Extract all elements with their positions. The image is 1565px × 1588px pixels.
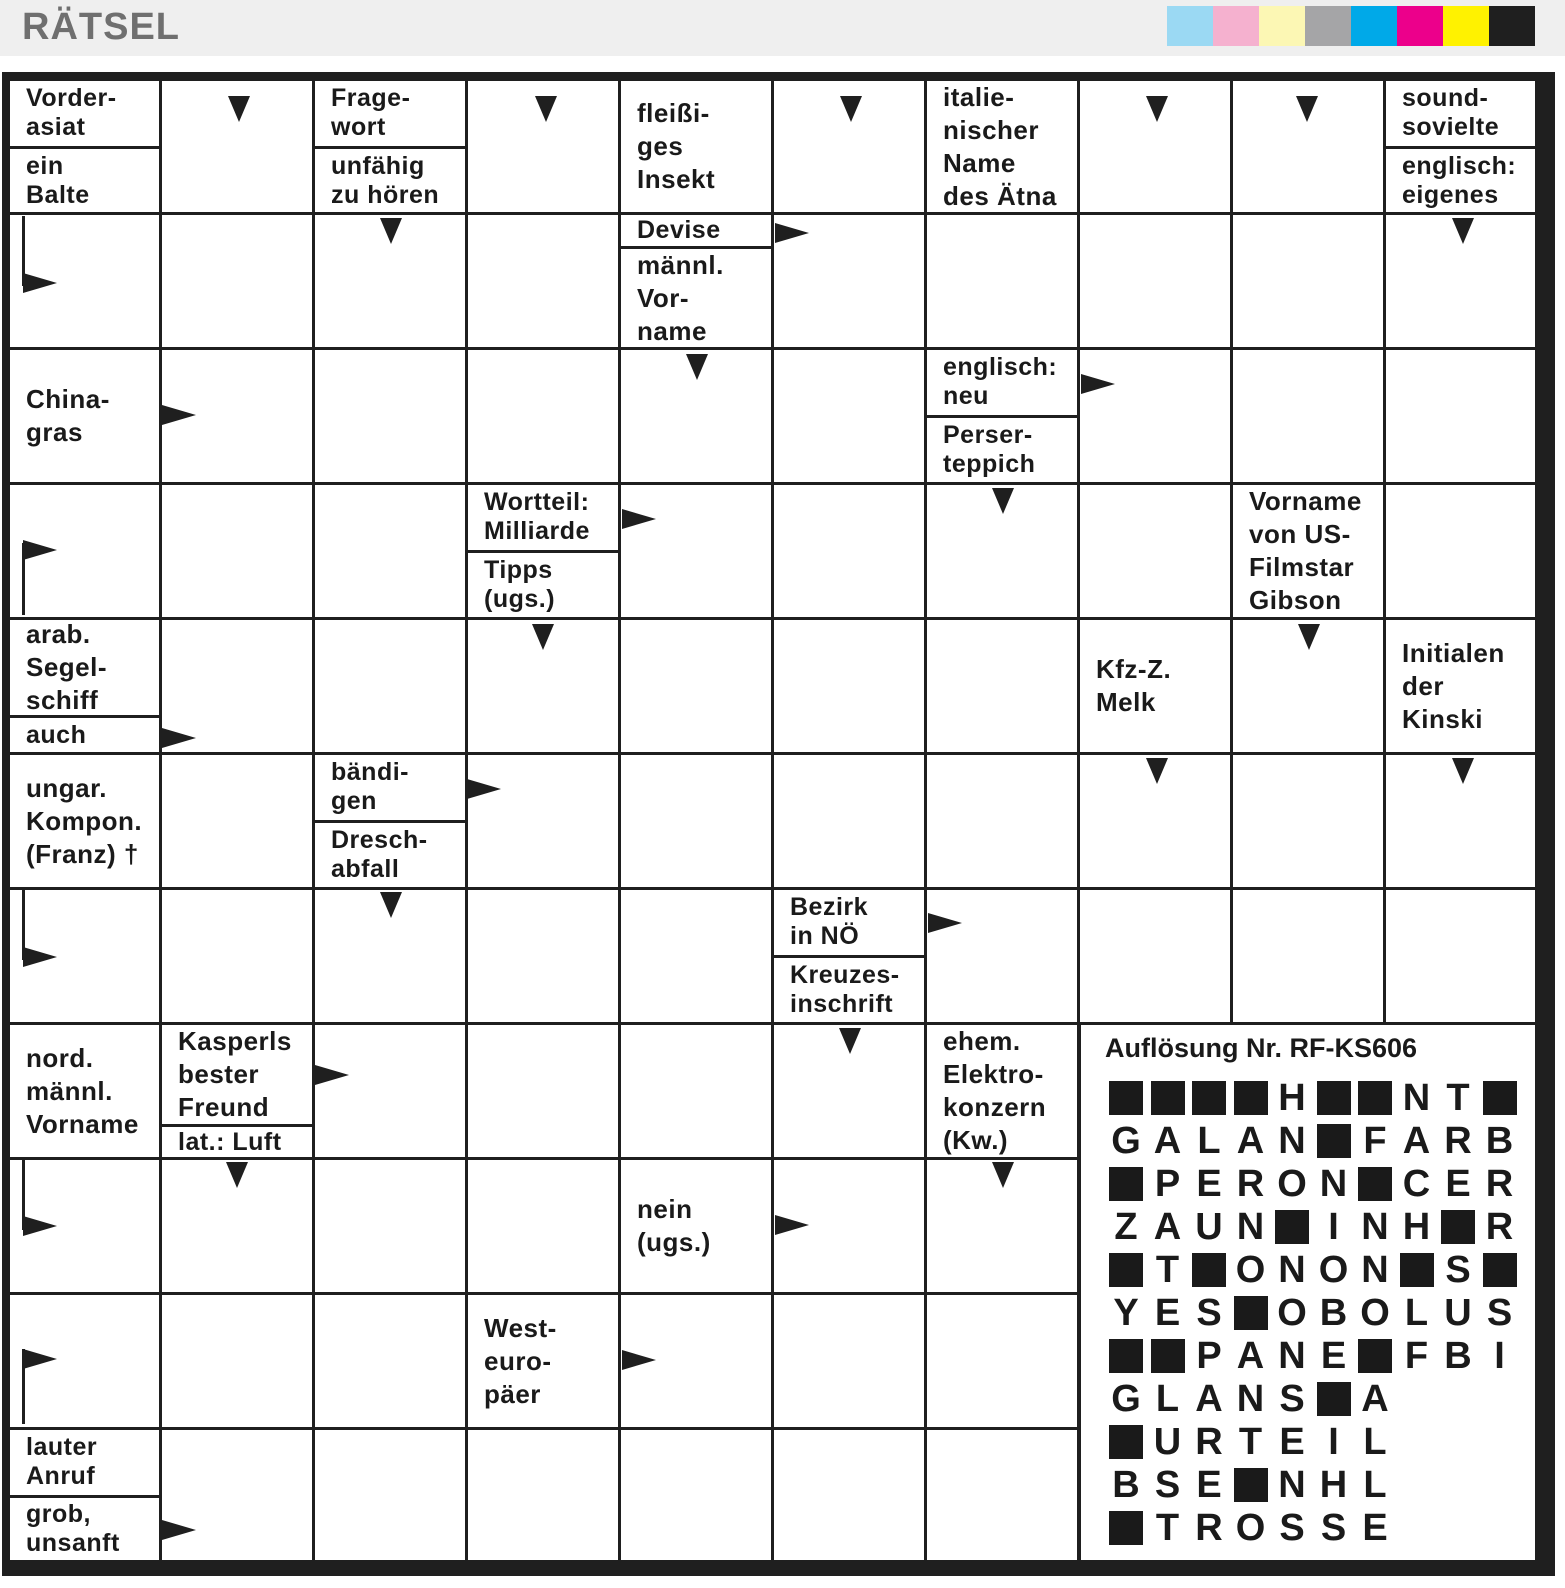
grid-cell[interactable] (774, 620, 924, 752)
clue-divider (315, 820, 465, 823)
clue-divider (10, 146, 159, 149)
solution-letter: B (1444, 1335, 1472, 1377)
solution-letter: L (1155, 1378, 1180, 1420)
solution-letter: N (1402, 1077, 1431, 1119)
arrow-right-icon (23, 540, 57, 560)
grid-cell[interactable] (927, 755, 1077, 887)
grid-cell[interactable] (1080, 485, 1230, 617)
solution-black-square (1109, 1253, 1143, 1287)
clue-c29: ehem. Elektro- konzern (Kw.) (927, 1025, 1077, 1157)
solution-letter: B (1485, 1120, 1514, 1162)
header-bar (0, 0, 1565, 56)
solution-black-square (1192, 1253, 1226, 1287)
clue-c13: Perser- teppich (927, 418, 1077, 482)
solution-black-square (1317, 1382, 1351, 1416)
grid-cell[interactable] (927, 620, 1077, 752)
solution-letter: E (1445, 1163, 1471, 1205)
solution-letter: G (1111, 1120, 1141, 1162)
solution-letter: O (1360, 1292, 1390, 1334)
clue-c11: China- gras (10, 350, 159, 482)
solution-letter: A (1236, 1120, 1265, 1162)
grid-cell[interactable] (1386, 350, 1535, 482)
solution-letter: R (1485, 1206, 1514, 1248)
grid-cell[interactable] (162, 1295, 312, 1427)
solution-letter: P (1196, 1335, 1222, 1377)
solution-row (1105, 1163, 1525, 1205)
arrow-down-icon (1146, 96, 1168, 122)
grid-cell[interactable] (162, 1430, 312, 1560)
solution-letter: P (1154, 1163, 1181, 1205)
arrow-right-icon (23, 1216, 57, 1236)
color-swatch (1443, 6, 1489, 46)
solution-letter: U (1195, 1206, 1223, 1248)
arrow-right-icon (1081, 374, 1115, 394)
solution-row (1105, 1335, 1525, 1377)
solution-black-square (1317, 1081, 1351, 1115)
solution-black-square (1151, 1339, 1185, 1373)
color-swatch (1259, 6, 1305, 46)
solution-letter: R (1195, 1507, 1223, 1549)
arrow-right-icon (162, 405, 196, 425)
grid-cell[interactable] (315, 1025, 465, 1157)
grid-cell[interactable] (468, 755, 618, 887)
solution-letter: T (1446, 1077, 1470, 1119)
solution-letter: O (1235, 1507, 1266, 1549)
clue-divider (10, 715, 159, 718)
arrow-right-icon (775, 1215, 809, 1235)
solution-row (1105, 1378, 1525, 1420)
grid-cell[interactable] (468, 890, 618, 1022)
color-swatch (1489, 6, 1535, 46)
solution-letter: S (1320, 1507, 1347, 1549)
solution-letter: T (1238, 1421, 1263, 1463)
solution-letter: R (1195, 1421, 1223, 1463)
grid-cell[interactable] (927, 1430, 1077, 1560)
clue-c25: Kreuzes- inschrift (774, 958, 924, 1022)
grid-cell[interactable] (162, 890, 312, 1022)
solution-letter: A (1195, 1378, 1223, 1420)
grid-cell[interactable] (468, 350, 618, 482)
arrow-right-icon (162, 1520, 196, 1540)
arrow-down-icon (992, 1162, 1014, 1188)
solution-letter: A (1153, 1206, 1182, 1248)
grid-cell[interactable] (468, 1430, 618, 1560)
solution-letter: U (1153, 1421, 1182, 1463)
clue-c32: lauter Anruf (10, 1430, 159, 1494)
solution-letter: F (1404, 1335, 1429, 1377)
clue-c3: Frage- wort (315, 81, 465, 145)
clue-divider (774, 955, 924, 958)
solution-row (1105, 1077, 1525, 1119)
clue-divider (621, 246, 771, 249)
clue-c2: ein Balte (10, 149, 159, 212)
grid-cell[interactable] (927, 1295, 1077, 1427)
solution-black-square (1441, 1210, 1475, 1244)
solution-black-square (1109, 1339, 1143, 1373)
grid-cell[interactable] (774, 1295, 924, 1427)
solution-black-square (1109, 1167, 1143, 1201)
solution-letter: F (1363, 1120, 1387, 1162)
solution-letter: N (1278, 1464, 1306, 1506)
grid-cell[interactable] (621, 1025, 771, 1157)
arrow-down-icon (992, 488, 1014, 514)
solution-letter: L (1404, 1292, 1429, 1334)
grid-cell[interactable] (1080, 350, 1230, 482)
arrow-right-icon (622, 1350, 656, 1370)
arrow-down-icon (1452, 758, 1474, 784)
clue-divider (162, 1124, 312, 1127)
solution-letter: N (1361, 1206, 1389, 1248)
color-swatch (1397, 6, 1443, 46)
solution-black-square (1483, 1081, 1517, 1115)
solution-letter: N (1278, 1335, 1306, 1377)
solution-black-square (1317, 1124, 1351, 1158)
solution-panel (1081, 1025, 1535, 1560)
arrow-down-icon (839, 1028, 861, 1054)
clue-divider (10, 1495, 159, 1498)
color-swatch (1305, 6, 1351, 46)
solution-letter: O (1277, 1163, 1307, 1205)
solution-letter: S (1279, 1378, 1305, 1420)
clue-c26: nord. männl. Vorname (10, 1025, 159, 1157)
arrow-right-icon (162, 728, 196, 748)
clue-divider (1386, 146, 1535, 149)
solution-black-square (1192, 1081, 1226, 1115)
arrow-right-icon (775, 223, 809, 243)
grid-cell[interactable] (162, 215, 312, 347)
solution-row (1105, 1206, 1525, 1248)
clue-c9: Devise (621, 215, 771, 245)
solution-letter: H (1402, 1206, 1431, 1248)
solution-letter: O (1235, 1249, 1266, 1291)
grid-cell[interactable] (774, 485, 924, 617)
solution-letter: N (1278, 1120, 1306, 1162)
color-swatch (1213, 6, 1259, 46)
solution-title: Auflösung Nr. RF-KS606 (1105, 1033, 1418, 1063)
solution-letter: S (1279, 1507, 1305, 1549)
solution-black-square (1358, 1167, 1392, 1201)
solution-letter: C (1402, 1163, 1431, 1205)
arrow-down-icon (1296, 96, 1318, 122)
grid-cell[interactable] (315, 1295, 465, 1427)
grid-cell[interactable] (315, 620, 465, 752)
solution-letter: E (1362, 1507, 1388, 1549)
solution-letter: O (1277, 1292, 1307, 1334)
grid-cell[interactable] (468, 1025, 618, 1157)
arrow-right-icon (467, 779, 501, 799)
page-title: RÄTSEL (22, 6, 180, 48)
solution-row (1105, 1249, 1525, 1291)
solution-row (1105, 1464, 1525, 1506)
arrow-down-icon (226, 1162, 248, 1188)
grid-cell[interactable] (621, 755, 771, 887)
arrow-down-icon (1146, 758, 1168, 784)
grid-cell[interactable] (774, 755, 924, 887)
grid-cell[interactable] (1386, 890, 1535, 1022)
grid-cell[interactable] (1233, 755, 1383, 887)
solution-row (1105, 1507, 1525, 1549)
solution-black-square (1234, 1468, 1268, 1502)
solution-letter: G (1111, 1378, 1141, 1420)
solution-letter: S (1154, 1464, 1181, 1506)
solution-black-square (1358, 1081, 1392, 1115)
arrow-right-icon (23, 1349, 57, 1369)
clue-c6: italie- nischer Name des Ätna (927, 81, 1077, 212)
solution-black-square (1151, 1081, 1185, 1115)
clue-c8: englisch: eigenes (1386, 149, 1535, 212)
grid-cell[interactable] (621, 485, 771, 617)
solution-letter: B (1112, 1464, 1140, 1506)
solution-black-square (1483, 1253, 1517, 1287)
grid-cell[interactable] (162, 755, 312, 887)
clue-divider (468, 550, 618, 553)
solution-black-square (1109, 1425, 1143, 1459)
arrow-down-icon (535, 96, 557, 122)
solution-letter: Y (1113, 1292, 1139, 1334)
solution-letter: L (1363, 1464, 1387, 1506)
solution-black-square (1109, 1511, 1143, 1545)
solution-black-square (1234, 1081, 1268, 1115)
clue-c33: grob, unsanft (10, 1498, 159, 1560)
clue-c21: ungar. Kompon. (Franz) † (10, 755, 159, 887)
solution-letter: N (1236, 1206, 1265, 1248)
arrow-down-icon (1298, 624, 1320, 650)
arrow-down-icon (686, 354, 708, 380)
clue-c19: Kfz-Z. Melk (1080, 620, 1230, 752)
solution-letter: H (1319, 1464, 1348, 1506)
solution-letter: N (1278, 1249, 1306, 1291)
solution-letter: R (1236, 1163, 1265, 1205)
arrow-down-icon (532, 624, 554, 650)
solution-letter: N (1236, 1378, 1265, 1420)
solution-letter: T (1155, 1249, 1180, 1291)
solution-letter: S (1196, 1292, 1222, 1334)
solution-letter: T (1155, 1507, 1180, 1549)
solution-letter: I (1328, 1206, 1339, 1248)
arrow-right-icon (315, 1065, 349, 1085)
solution-letter: E (1279, 1421, 1305, 1463)
solution-letter: E (1196, 1163, 1222, 1205)
clue-c18: auch (10, 718, 159, 752)
solution-letter: N (1319, 1163, 1348, 1205)
grid-cell[interactable] (1080, 215, 1230, 347)
solution-letter: E (1320, 1335, 1347, 1377)
grid-cell[interactable] (774, 350, 924, 482)
solution-letter: I (1328, 1421, 1339, 1463)
clue-c31: West- euro- päer (468, 1295, 618, 1427)
arrow-down-icon (228, 96, 250, 122)
grid-cell[interactable] (468, 215, 618, 347)
clue-divider (315, 146, 465, 149)
solution-letter: L (1363, 1421, 1387, 1463)
clue-c27: Kasperls bester Freund (162, 1025, 312, 1123)
clue-c14: Wortteil: Milliarde (468, 485, 618, 549)
clue-c7: sound- sovielte (1386, 81, 1535, 145)
grid-cell[interactable] (315, 1430, 465, 1560)
solution-black-square (1400, 1253, 1434, 1287)
solution-black-square (1234, 1296, 1268, 1330)
arrow-right-icon (622, 509, 656, 529)
arrow-down-icon (380, 218, 402, 244)
arrow-down-icon (1452, 218, 1474, 244)
solution-letter: O (1318, 1249, 1349, 1291)
clue-c20: Initialen der Kinski (1386, 620, 1535, 752)
grid-cell[interactable] (927, 890, 1077, 1022)
color-swatch (1167, 6, 1213, 46)
solution-letter: H (1278, 1077, 1306, 1119)
clue-divider (927, 415, 1077, 418)
clue-c17: arab. Segel- schiff (10, 620, 159, 714)
solution-letter: S (1445, 1249, 1471, 1291)
grid-cell[interactable] (1386, 485, 1535, 617)
solution-letter: U (1444, 1292, 1472, 1334)
clue-c15: Tipps (ugs.) (468, 553, 618, 617)
grid-cell[interactable] (774, 1430, 924, 1560)
arrow-right-icon (928, 913, 962, 933)
solution-letter: L (1197, 1120, 1221, 1162)
clue-c12: englisch: neu (927, 350, 1077, 414)
clue-c4: unfähig zu hören (315, 149, 465, 212)
arrow-down-icon (380, 892, 402, 918)
solution-row (1105, 1421, 1525, 1463)
solution-letter: R (1444, 1120, 1472, 1162)
grid-cell[interactable] (315, 1160, 465, 1292)
solution-letter: B (1319, 1292, 1348, 1334)
grid-cell[interactable] (1233, 890, 1383, 1022)
solution-letter: S (1486, 1292, 1513, 1334)
clue-c16: Vorname von US- Filmstar Gibson (1233, 485, 1383, 617)
solution-letter: A (1236, 1335, 1265, 1377)
clue-c28: lat.: Luft (162, 1127, 312, 1157)
solution-letter: A (1402, 1120, 1431, 1162)
arrow-right-icon (23, 273, 57, 293)
grid-cell[interactable] (1233, 215, 1383, 347)
solution-black-square (1358, 1339, 1392, 1373)
color-swatch (1351, 6, 1397, 46)
grid-cell[interactable] (1080, 890, 1230, 1022)
grid-cell[interactable] (621, 620, 771, 752)
solution-black-square (1275, 1210, 1309, 1244)
solution-letter: A (1153, 1120, 1182, 1162)
arrow-right-icon (23, 947, 57, 967)
clue-c1: Vorder- asiat (10, 81, 159, 145)
grid-cell[interactable] (315, 350, 465, 482)
solution-letter: E (1154, 1292, 1181, 1334)
grid-cell[interactable] (927, 215, 1077, 347)
clue-c10: männl. Vor- name (621, 249, 771, 347)
grid-cell[interactable] (1233, 350, 1383, 482)
solution-letter: I (1494, 1335, 1505, 1377)
grid-cell[interactable] (621, 1430, 771, 1560)
solution-letter: A (1361, 1378, 1389, 1420)
arrow-down-icon (840, 96, 862, 122)
clue-c24: Bezirk in NÖ (774, 890, 924, 954)
clue-c30: nein (ugs.) (621, 1160, 771, 1292)
solution-row (1105, 1120, 1525, 1162)
clue-c23: Dresch- abfall (315, 823, 465, 887)
solution-letter: N (1361, 1249, 1389, 1291)
grid-cell[interactable] (621, 890, 771, 1022)
solution-row (1105, 1292, 1525, 1334)
grid-cell[interactable] (162, 485, 312, 617)
solution-letter: E (1196, 1464, 1222, 1506)
clue-c22: bändi- gen (315, 755, 465, 819)
grid-cell[interactable] (315, 485, 465, 617)
solution-letter: R (1485, 1163, 1514, 1205)
solution-black-square (1109, 1081, 1143, 1115)
solution-letter: Z (1114, 1206, 1138, 1248)
grid-cell[interactable] (468, 1160, 618, 1292)
clue-c5: fleißi- ges Insekt (621, 81, 771, 212)
print-color-bar (1167, 6, 1535, 46)
